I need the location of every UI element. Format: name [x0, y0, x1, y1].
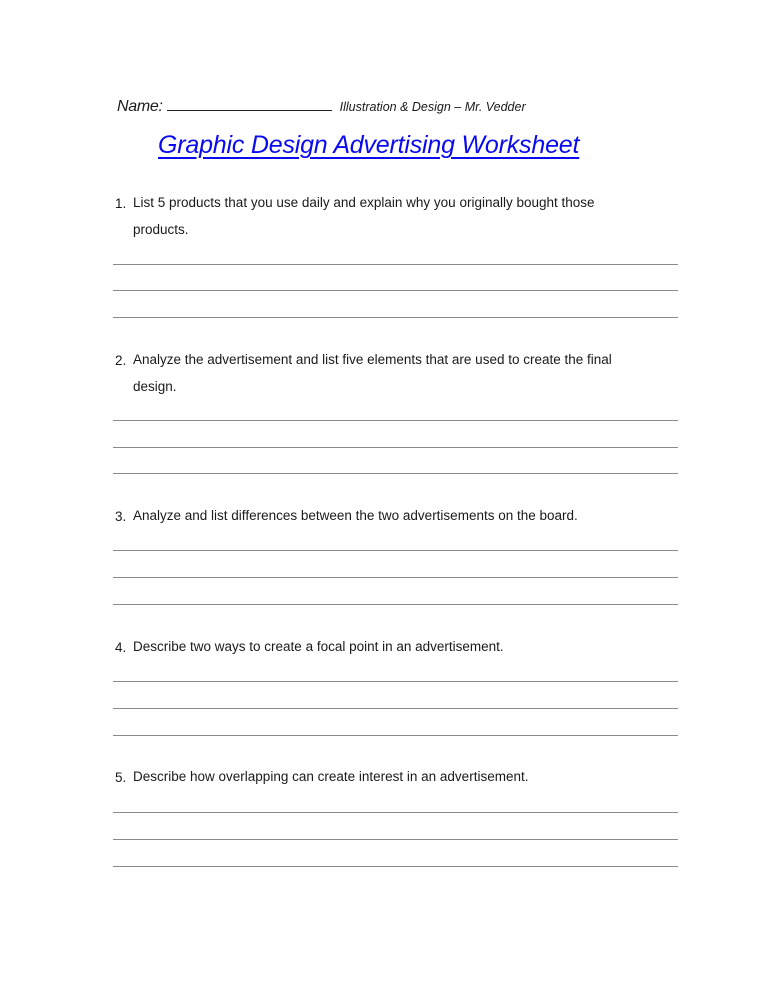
answer-line[interactable]: [113, 447, 678, 448]
answer-line[interactable]: [113, 264, 678, 265]
question-text: [133, 763, 693, 790]
course-label: Illustration & Design – Mr. Vedder: [339, 100, 526, 114]
answer-line[interactable]: [113, 681, 678, 682]
answer-line[interactable]: [113, 839, 678, 840]
answer-line[interactable]: [113, 420, 678, 421]
answer-line[interactable]: [113, 812, 678, 813]
answer-line[interactable]: [113, 866, 678, 867]
question-number: 5.: [115, 770, 127, 785]
answer-line[interactable]: [113, 577, 678, 578]
header-row: [117, 96, 526, 116]
question-text: [133, 502, 693, 529]
question-text-line: Describe how overlapping can create interest in an advertisement.: [133, 769, 529, 784]
question-text-line: products.: [133, 222, 189, 237]
question-text-line: design.: [133, 379, 177, 394]
answer-line[interactable]: [113, 317, 678, 318]
question-number: 2.: [115, 353, 127, 368]
question-number: 4.: [115, 640, 127, 655]
question-text: [133, 633, 693, 660]
answer-line[interactable]: [113, 550, 678, 551]
answer-line[interactable]: [113, 290, 678, 291]
answer-line[interactable]: [113, 735, 678, 736]
answer-line[interactable]: [113, 473, 678, 474]
question-number: 3.: [115, 509, 127, 524]
name-field[interactable]: [167, 96, 332, 111]
question-number: 1.: [115, 196, 127, 211]
worksheet-title: Graphic Design Advertising Worksheet: [158, 131, 580, 159]
question-text-line: Describe two ways to create a focal point in an advertisement.: [133, 639, 504, 654]
answer-line[interactable]: [113, 708, 678, 709]
question-text-line: Analyze and list differences between the two advertisements on the board.: [133, 508, 578, 523]
question-text-line: Analyze the advertisement and list five elements that are used to create the final: [133, 352, 612, 367]
question-text-line: List 5 products that you use daily and explain why you originally bought those: [133, 195, 595, 210]
answer-line[interactable]: [113, 604, 678, 605]
name-label: Name:: [117, 98, 163, 115]
question-text: [133, 346, 693, 400]
question-text: [133, 189, 693, 243]
